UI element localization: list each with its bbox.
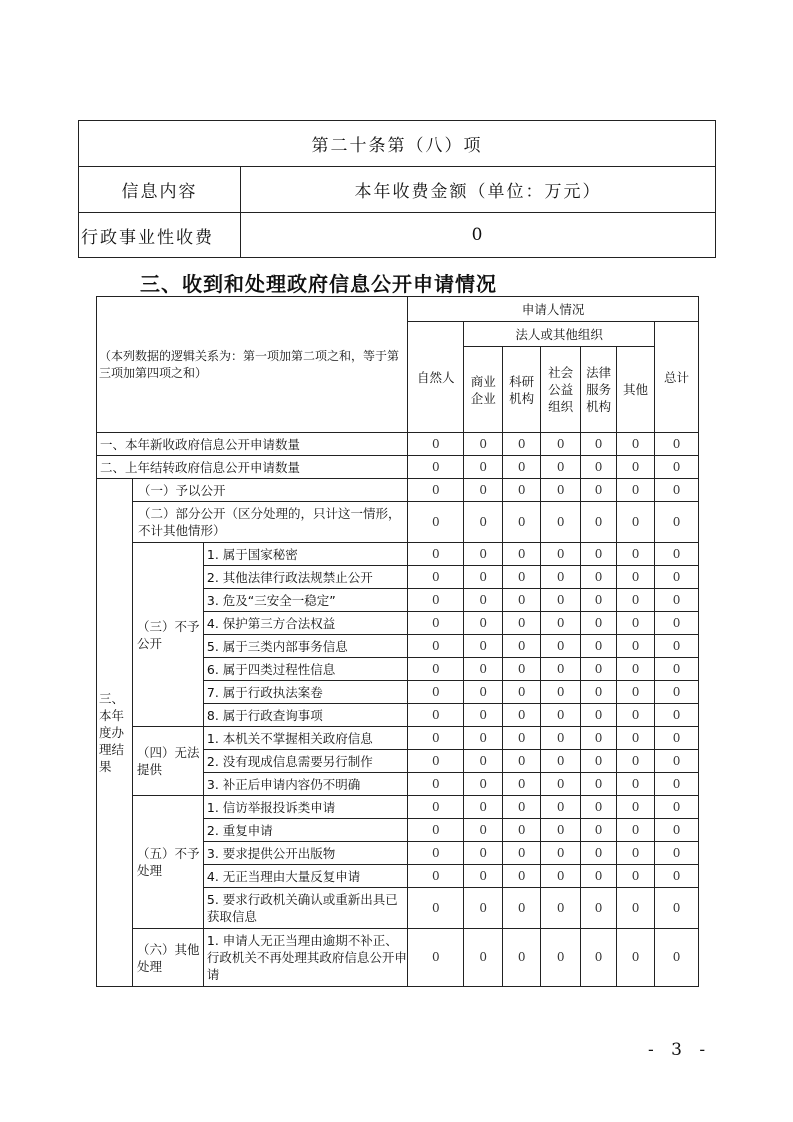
value-cell: 0 [464, 612, 503, 635]
value-cell: 0 [503, 929, 541, 987]
item-label: 3. 补正后申请内容仍不明确 [203, 773, 407, 796]
item-label: 5. 属于三类内部事务信息 [203, 635, 407, 658]
value-cell: 0 [503, 727, 541, 750]
header-commercial-text: 商业企业 [470, 373, 496, 406]
header-social [541, 347, 581, 433]
value-cell: 0 [464, 456, 503, 479]
result-group-text: 三、本年度办理结果 [99, 691, 125, 774]
fee-table [78, 120, 716, 258]
item-label: 6. 属于四类过程性信息 [203, 658, 407, 681]
value-cell: 0 [541, 589, 581, 612]
value-cell: 0 [617, 842, 655, 865]
header-research-text: 科研机构 [509, 373, 535, 406]
value-cell: 0 [617, 566, 655, 589]
header-other: 其他 [617, 347, 655, 433]
value-cell: 0 [408, 842, 464, 865]
value-cell: 0 [464, 704, 503, 727]
header-applicant: 申请人情况 [408, 297, 699, 322]
value-cell: 0 [541, 681, 581, 704]
value-cell: 0 [408, 612, 464, 635]
value-cell: 0 [503, 888, 541, 929]
item-label: 1. 属于国家秘密 [203, 543, 407, 566]
item-label: 7. 属于行政执法案卷 [203, 681, 407, 704]
value-cell: 0 [541, 658, 581, 681]
value-cell: 0 [464, 865, 503, 888]
value-cell: 0 [503, 433, 541, 456]
value-cell: 0 [581, 681, 617, 704]
value-cell: 0 [541, 929, 581, 987]
value-cell: 0 [617, 502, 655, 543]
item-label: 2. 其他法律行政法规禁止公开 [203, 566, 407, 589]
value-cell: 0 [617, 750, 655, 773]
value-cell: 0 [503, 750, 541, 773]
value-cell: 0 [655, 865, 699, 888]
value-cell: 0 [464, 888, 503, 929]
value-cell: 0 [408, 796, 464, 819]
value-cell: 0 [617, 796, 655, 819]
value-cell: 0 [655, 456, 699, 479]
value-cell: 0 [617, 888, 655, 929]
value-cell: 0 [541, 566, 581, 589]
value-cell: 0 [464, 543, 503, 566]
value-cell: 0 [541, 750, 581, 773]
value-cell: 0 [408, 589, 464, 612]
value-cell: 0 [503, 502, 541, 543]
row-label: （一）予以公开 [132, 479, 407, 502]
value-cell: 0 [464, 479, 503, 502]
value-cell: 0 [581, 888, 617, 929]
application-table [96, 296, 699, 987]
value-cell: 0 [541, 635, 581, 658]
item-label: 5. 要求行政机关确认或重新出具已获取信息 [203, 888, 407, 929]
item-label: 1. 申请人无正当理由逾期不补正、行政机关不再处理其政府信息公开申请 [203, 929, 407, 987]
value-cell: 0 [655, 929, 699, 987]
value-cell: 0 [655, 819, 699, 842]
value-cell: 0 [617, 543, 655, 566]
table-row [97, 479, 699, 502]
value-cell: 0 [581, 635, 617, 658]
value-cell: 0 [408, 502, 464, 543]
item-label: 1. 本机关不掌握相关政府信息 [203, 727, 407, 750]
value-cell: 0 [655, 589, 699, 612]
value-cell: 0 [581, 819, 617, 842]
value-cell: 0 [617, 589, 655, 612]
value-cell: 0 [503, 589, 541, 612]
value-cell: 0 [503, 842, 541, 865]
value-cell: 0 [503, 796, 541, 819]
item-label: 8. 属于行政查询事项 [203, 704, 407, 727]
value-cell: 0 [655, 433, 699, 456]
value-cell: 0 [408, 635, 464, 658]
value-cell: 0 [617, 681, 655, 704]
value-cell: 0 [655, 681, 699, 704]
group-label: （四）无法提供 [132, 727, 203, 796]
value-cell: 0 [541, 612, 581, 635]
table-row [97, 796, 699, 819]
value-cell: 0 [617, 635, 655, 658]
value-cell: 0 [503, 773, 541, 796]
value-cell: 0 [655, 543, 699, 566]
section-title: 三、收到和处理政府信息公开申请情况 [140, 272, 497, 296]
value-cell: 0 [503, 456, 541, 479]
value-cell: 0 [464, 658, 503, 681]
value-cell: 0 [541, 888, 581, 929]
value-cell: 0 [581, 502, 617, 543]
value-cell: 0 [541, 842, 581, 865]
value-cell: 0 [617, 479, 655, 502]
value-cell: 0 [408, 704, 464, 727]
item-label: 2. 没有现成信息需要另行制作 [203, 750, 407, 773]
value-cell: 0 [655, 842, 699, 865]
value-cell: 0 [581, 433, 617, 456]
value-cell: 0 [541, 704, 581, 727]
value-cell: 0 [541, 502, 581, 543]
value-cell: 0 [655, 750, 699, 773]
value-cell: 0 [408, 479, 464, 502]
value-cell: 0 [408, 658, 464, 681]
value-cell: 0 [464, 566, 503, 589]
value-cell: 0 [503, 479, 541, 502]
fee-row-value: 0 [241, 213, 716, 258]
value-cell: 0 [464, 773, 503, 796]
value-cell: 0 [541, 773, 581, 796]
value-cell: 0 [408, 773, 464, 796]
value-cell: 0 [503, 566, 541, 589]
value-cell: 0 [655, 658, 699, 681]
value-cell: 0 [655, 796, 699, 819]
value-cell: 0 [408, 929, 464, 987]
value-cell: 0 [408, 566, 464, 589]
value-cell: 0 [503, 704, 541, 727]
value-cell: 0 [617, 819, 655, 842]
value-cell: 0 [655, 773, 699, 796]
table-row [97, 543, 699, 566]
value-cell: 0 [617, 658, 655, 681]
value-cell: 0 [408, 750, 464, 773]
value-cell: 0 [464, 842, 503, 865]
value-cell: 0 [408, 456, 464, 479]
value-cell: 0 [581, 727, 617, 750]
header-natural-person: 自然人 [408, 322, 464, 433]
row-label: 一、本年新收政府信息公开申请数量 [97, 433, 408, 456]
value-cell: 0 [503, 543, 541, 566]
value-cell: 0 [581, 842, 617, 865]
value-cell: 0 [617, 456, 655, 479]
value-cell: 0 [581, 704, 617, 727]
value-cell: 0 [464, 681, 503, 704]
value-cell: 0 [541, 456, 581, 479]
value-cell: 0 [617, 704, 655, 727]
header-commercial [464, 347, 503, 433]
value-cell: 0 [617, 929, 655, 987]
value-cell: 0 [464, 819, 503, 842]
item-label: 4. 保护第三方合法权益 [203, 612, 407, 635]
value-cell: 0 [503, 635, 541, 658]
table-row [97, 929, 699, 987]
value-cell: 0 [581, 612, 617, 635]
value-cell: 0 [581, 543, 617, 566]
value-cell: 0 [464, 727, 503, 750]
item-label: 4. 无正当理由大量反复申请 [203, 865, 407, 888]
value-cell: 0 [541, 727, 581, 750]
logic-note: （本列数据的逻辑关系为：第一项加第二项之和，等于第三项加第四项之和） [97, 297, 408, 433]
value-cell: 0 [503, 819, 541, 842]
value-cell: 0 [408, 727, 464, 750]
value-cell: 0 [581, 658, 617, 681]
value-cell: 0 [503, 612, 541, 635]
value-cell: 0 [655, 612, 699, 635]
fee-col-amount-label: 本年收费金额（单位：万元） [241, 167, 716, 213]
value-cell: 0 [408, 888, 464, 929]
value-cell: 0 [581, 750, 617, 773]
value-cell: 0 [503, 865, 541, 888]
value-cell: 0 [541, 433, 581, 456]
row-label: 二、上年结转政府信息公开申请数量 [97, 456, 408, 479]
value-cell: 0 [617, 612, 655, 635]
fee-col-content-label: 信息内容 [79, 167, 241, 213]
value-cell: 0 [541, 819, 581, 842]
value-cell: 0 [617, 433, 655, 456]
value-cell: 0 [541, 796, 581, 819]
header-social-text: 社会公益组织 [548, 365, 574, 414]
value-cell: 0 [655, 727, 699, 750]
value-cell: 0 [655, 479, 699, 502]
value-cell: 0 [464, 502, 503, 543]
value-cell: 0 [408, 543, 464, 566]
value-cell: 0 [464, 433, 503, 456]
value-cell: 0 [581, 456, 617, 479]
value-cell: 0 [655, 704, 699, 727]
value-cell: 0 [408, 433, 464, 456]
value-cell: 0 [581, 865, 617, 888]
value-cell: 0 [541, 543, 581, 566]
page-number: - 3 - [648, 1040, 712, 1060]
header-research [503, 347, 541, 433]
fee-row-label: 行政事业性收费 [79, 213, 241, 258]
value-cell: 0 [464, 796, 503, 819]
value-cell: 0 [464, 589, 503, 612]
value-cell: 0 [464, 750, 503, 773]
row-label: （二）部分公开（区分处理的，只计这一情形，不计其他情形） [132, 502, 407, 543]
value-cell: 0 [581, 566, 617, 589]
header-legal-org: 法人或其他组织 [464, 322, 655, 347]
value-cell: 0 [581, 929, 617, 987]
value-cell: 0 [655, 888, 699, 929]
value-cell: 0 [503, 681, 541, 704]
header-legal-service [581, 347, 617, 433]
value-cell: 0 [581, 773, 617, 796]
value-cell: 0 [617, 727, 655, 750]
item-label: 3. 危及“三安全一稳定” [203, 589, 407, 612]
value-cell: 0 [408, 819, 464, 842]
table-row [97, 433, 699, 456]
result-group-label [97, 479, 133, 987]
value-cell: 0 [541, 865, 581, 888]
group-label: （六）其他处理 [132, 929, 203, 987]
table-row [97, 456, 699, 479]
value-cell: 0 [408, 865, 464, 888]
item-label: 3. 要求提供公开出版物 [203, 842, 407, 865]
value-cell: 0 [581, 479, 617, 502]
item-label: 1. 信访举报投诉类申请 [203, 796, 407, 819]
value-cell: 0 [655, 635, 699, 658]
group-label: （五）不予处理 [132, 796, 203, 929]
value-cell: 0 [617, 773, 655, 796]
fee-table-heading: 第二十条第（八）项 [79, 121, 716, 167]
header-total: 总计 [655, 322, 699, 433]
value-cell: 0 [408, 681, 464, 704]
value-cell: 0 [581, 796, 617, 819]
value-cell: 0 [655, 502, 699, 543]
value-cell: 0 [464, 929, 503, 987]
value-cell: 0 [655, 566, 699, 589]
value-cell: 0 [464, 635, 503, 658]
value-cell: 0 [581, 589, 617, 612]
table-row [97, 502, 699, 543]
fee-row [79, 213, 716, 258]
group-label: （三）不予公开 [132, 543, 203, 727]
value-cell: 0 [503, 658, 541, 681]
value-cell: 0 [617, 865, 655, 888]
item-label: 2. 重复申请 [203, 819, 407, 842]
header-legal-service-text: 法律服务机构 [586, 365, 612, 414]
value-cell: 0 [541, 479, 581, 502]
table-row [97, 727, 699, 750]
